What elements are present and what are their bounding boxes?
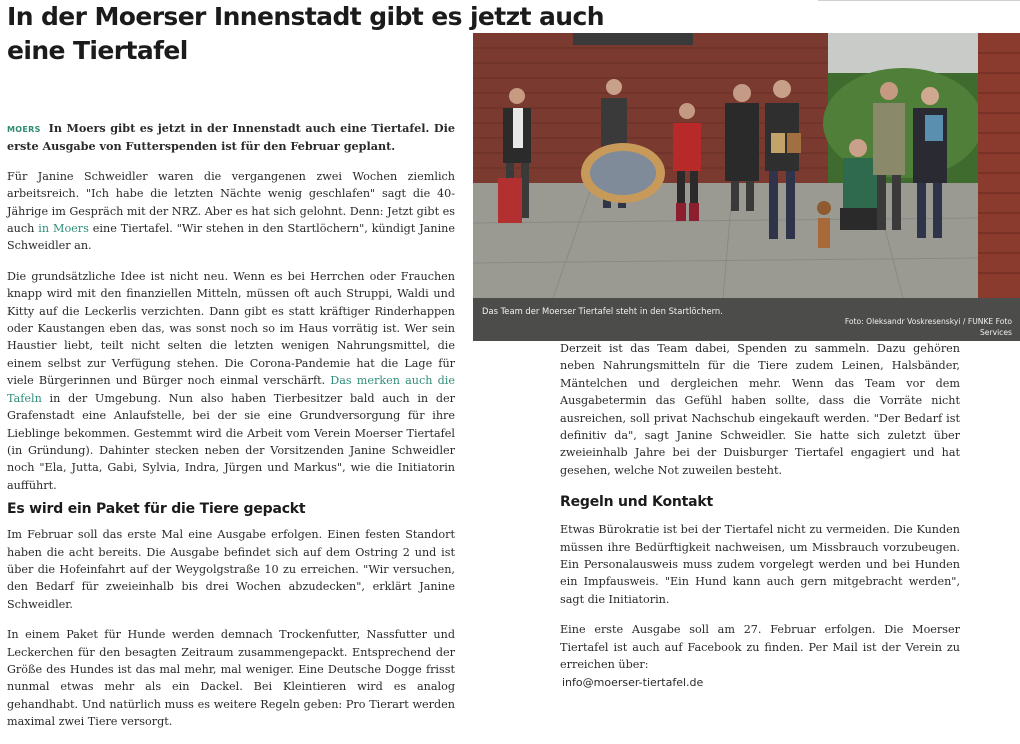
- paragraph-text: eine Tiertafel. "Wir stehen in den Startlöchern", kündigt Janine Schweidler an.: [7, 222, 455, 253]
- paragraph: Etwas Bürokratie ist bei der Tiertafel nicht zu vermeiden. Die Kunden müssen ihre Bedürftigkeit nachweisen, um Missbrauch vorzubeugen. Ein Personalausweis muss zudem vorgelegt werden und bei Hunden ein Impfausweis. "Ein Hund kann auch gern mitgebracht werden", sagt die Initiatorin.: [560, 523, 960, 606]
- paragraph-text: in der Umgebung. Nun also haben Tierbesitzer bald auch in der Grafenstadt eine Anlaufstelle, bei der sie eine Grundversorgung für ihre Lieblinge bekommen. Gestemmt wird die Arbeit vom Verein Moerser Tiertafel (in Gründung). Dahinter stecken neben der Vorsitzenden Janine Schweidler noch "Ela, Jutta, Gabi, Sylvia, Indra, Jürgen und Markus", wie die Initiatorin aufführt.: [7, 391, 455, 492]
- paragraph-text: Für Janine Schweidler waren die vergangenen zwei Wochen ziemlich arbeitsreich. "Ich habe die letzten Nächte wenig geschlafen" sagt die 40-Jährige im Gespräch mit der NRZ. Aber es hat sich gelohnt. Denn: Jetzt gibt es auch: [7, 169, 455, 236]
- paragraph: [560, 621, 960, 691]
- photo-caption: Das Team der Moerser Tiertafel steht in den Startlöchern.: [482, 306, 723, 316]
- article-photo[interactable]: [473, 33, 1020, 341]
- paragraph-text: Die grundsätzliche Idee ist nicht neu. Wenn es bei Herrchen oder Frauchen knapp wird mit den finanziellen Mitteln, müssen oft auch Struppi, Waldi und Kitty auf die Leckerlis verzichten. Dann gibt es statt kräftiger Rinderhappen oder Kaustangen eben das, was sonst noch so im Haus vorrätig ist. Wer sein Haustier liebt, teilt nicht selten die letzten wenigen Nahrungsmittel, die einem selbst zur Verfügung stehen. Die Corona-Pandemie hat die Lage für viele Bürgerinnen und Bürger noch einmal verschärft.: [7, 269, 455, 388]
- paragraph-text: Eine erste Ausgabe soll am 27. Februar erfolgen. Die Moerser Tiertafel ist auch auf Facebook zu finden. Per Mail ist der Verein zu erreichen über:: [560, 623, 960, 672]
- article-headline: In der Moerser Innenstadt gibt es jetzt auch eine Tiertafel: [7, 2, 604, 65]
- lead-text: In Moers gibt es jetzt in der Innenstadt auch eine Tiertafel. Die erste Ausgabe von Futterspenden ist für den Februar geplant.: [7, 121, 455, 154]
- paragraph: [7, 268, 455, 494]
- paragraph: Im Februar soll das erste Mal eine Ausgabe erfolgen. Einen festen Standort haben die acht bereits. Die Ausgabe befindet sich auf dem Ostring 2 und ist über die Hofeinfahrt auf der Weygolgstraße 10 zu erreichen. "Wir versuchen, den Bedarf für zweieinhalb bis drei Wochen abzudecken", erklärt Janine Schweidler.: [7, 528, 455, 611]
- link-tafeln[interactable]: Das merken auch die Tafeln: [7, 374, 455, 405]
- dateline: MOERS: [7, 125, 41, 134]
- article-column-right: [560, 340, 960, 691]
- article-lead: [7, 120, 455, 156]
- top-divider: [818, 0, 1020, 1]
- link-in-moers[interactable]: in Moers: [38, 222, 89, 236]
- article-column-left: [7, 120, 455, 744]
- caption-bar: [473, 298, 1020, 341]
- paragraph: Derzeit ist das Team dabei, Spenden zu sammeln. Dazu gehören neben Nahrungsmitteln für die Tiere zudem Leinen, Halsbänder, Mäntelchen und dergleichen mehr. Wenn das Team vor dem Ausgabetermin das Gefühl haben sollte, dass die Vorräte nicht ausreichen, soll privat Nachschub eingekauft werden. "Der Bedarf ist definitiv da", sagt Janine Schweidler. Sie hatte sich zuletzt über zweieinhalb Jahre bei der Duisburger Tiertafel engagiert und hat gesehen, welche Not zuweilen besteht.: [560, 342, 960, 477]
- paragraph: In einem Paket für Hunde werden demnach Trockenfutter, Nassfutter und Leckerchen für den besagten Zeitraum zusammengepackt. Entsprechend der Größe des Hundes ist das mal mehr, mal weniger. Eine Deutsche Dogge frisst nunmal etwas mehr als ein Dackel. Bei Kleintieren wird es analog gehandhabt. Und natürlich muss es weitere Regeln geben: Pro Tierart werden maximal zwei Tiere versorgt.: [7, 628, 455, 729]
- subheading-paket: Es wird ein Paket für die Tiere gepackt: [7, 501, 306, 518]
- team-photo-illustration: [473, 33, 1020, 341]
- paragraph: [7, 168, 455, 255]
- photo-credit: Foto: Oleksandr Voskresenskyi / FUNKE Foto Services: [844, 317, 1012, 337]
- subheading-regeln: Regeln und Kontakt: [560, 494, 713, 511]
- contact-email[interactable]: info@moerser-tiertafel.de: [562, 675, 704, 689]
